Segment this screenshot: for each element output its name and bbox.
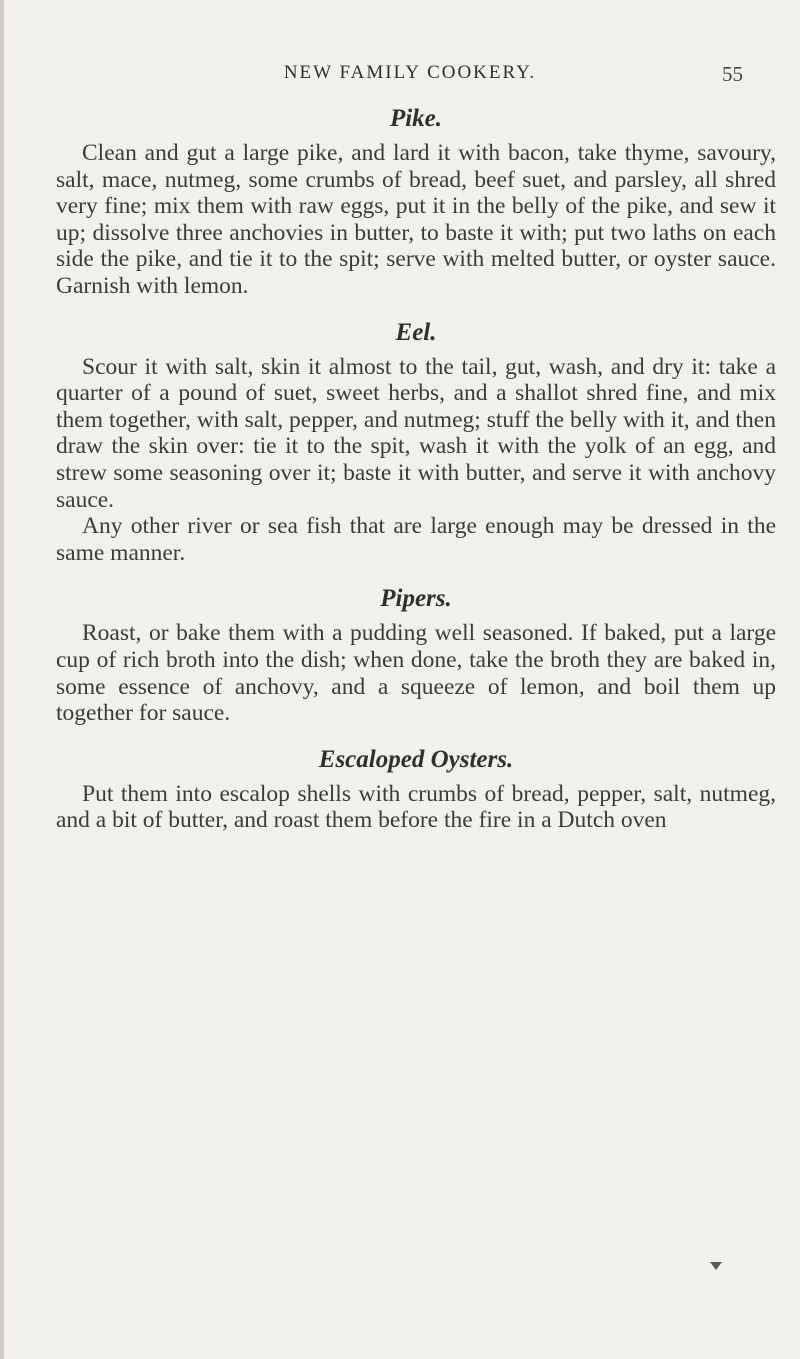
section-heading: Escaloped Oysters. xyxy=(318,745,514,773)
recipe-paragraph: Clean and gut a large pike, and lard it with bacon, take thyme, savoury, salt, mace, nutmeg, some crumbs of bread, beef suet, and parsley, all shred very fine; mix them with raw eggs, put it in the belly of the pike, and sew it up; dissolve three anchovies in butter, to baste it with; put two laths on each side the pike, and tie it to the spit; serve with melted butter, or oyster sauce. Garnish with lemon. xyxy=(56,140,776,299)
section-escaloped-oysters xyxy=(56,745,776,834)
section-heading: Pike. xyxy=(389,105,443,132)
recipe-paragraph: Scour it with salt, skin it almost to the tail, gut, wash, and dry it: take a quarter of a pound of suet, sweet herbs, and a shallot shred fine, and mix them together, with salt, pepper, and nutmeg; stuff the belly with it, and then draw the skin over: tie it to the spit, wash it with the yolk of an egg, and strew some seasoning over it; baste it with butter, and serve it with anchovy sauce. xyxy=(56,353,776,513)
section-heading: Eel. xyxy=(395,318,437,346)
section-heading: Pipers. xyxy=(380,585,452,613)
section-eel xyxy=(56,318,776,567)
recipe-paragraph: Any other river or sea fish that are large enough may be dressed in the same manner. xyxy=(56,513,776,566)
printer-mark-icon xyxy=(710,1262,722,1270)
running-title: NEW FAMILY COOKERY. xyxy=(283,62,537,83)
text-block xyxy=(56,104,776,834)
section-pipers xyxy=(56,584,776,726)
page-edge-shadow xyxy=(0,0,4,1359)
recipe-paragraph: Put them into escalop shells with crumbs of bread, pepper, salt, nutmeg, and a bit of butter, and roast them before the fire in a Dutch oven xyxy=(56,780,776,834)
page-number: 55 xyxy=(722,62,743,86)
recipe-paragraph: Roast, or bake them with a pudding well seasoned. If baked, put a large cup of rich broth into the dish; when done, take the broth they are baked in, some essence of anchovy, and a squeeze of lemon, and boil them up together for sauce. xyxy=(56,620,776,727)
section-pike xyxy=(56,104,776,300)
